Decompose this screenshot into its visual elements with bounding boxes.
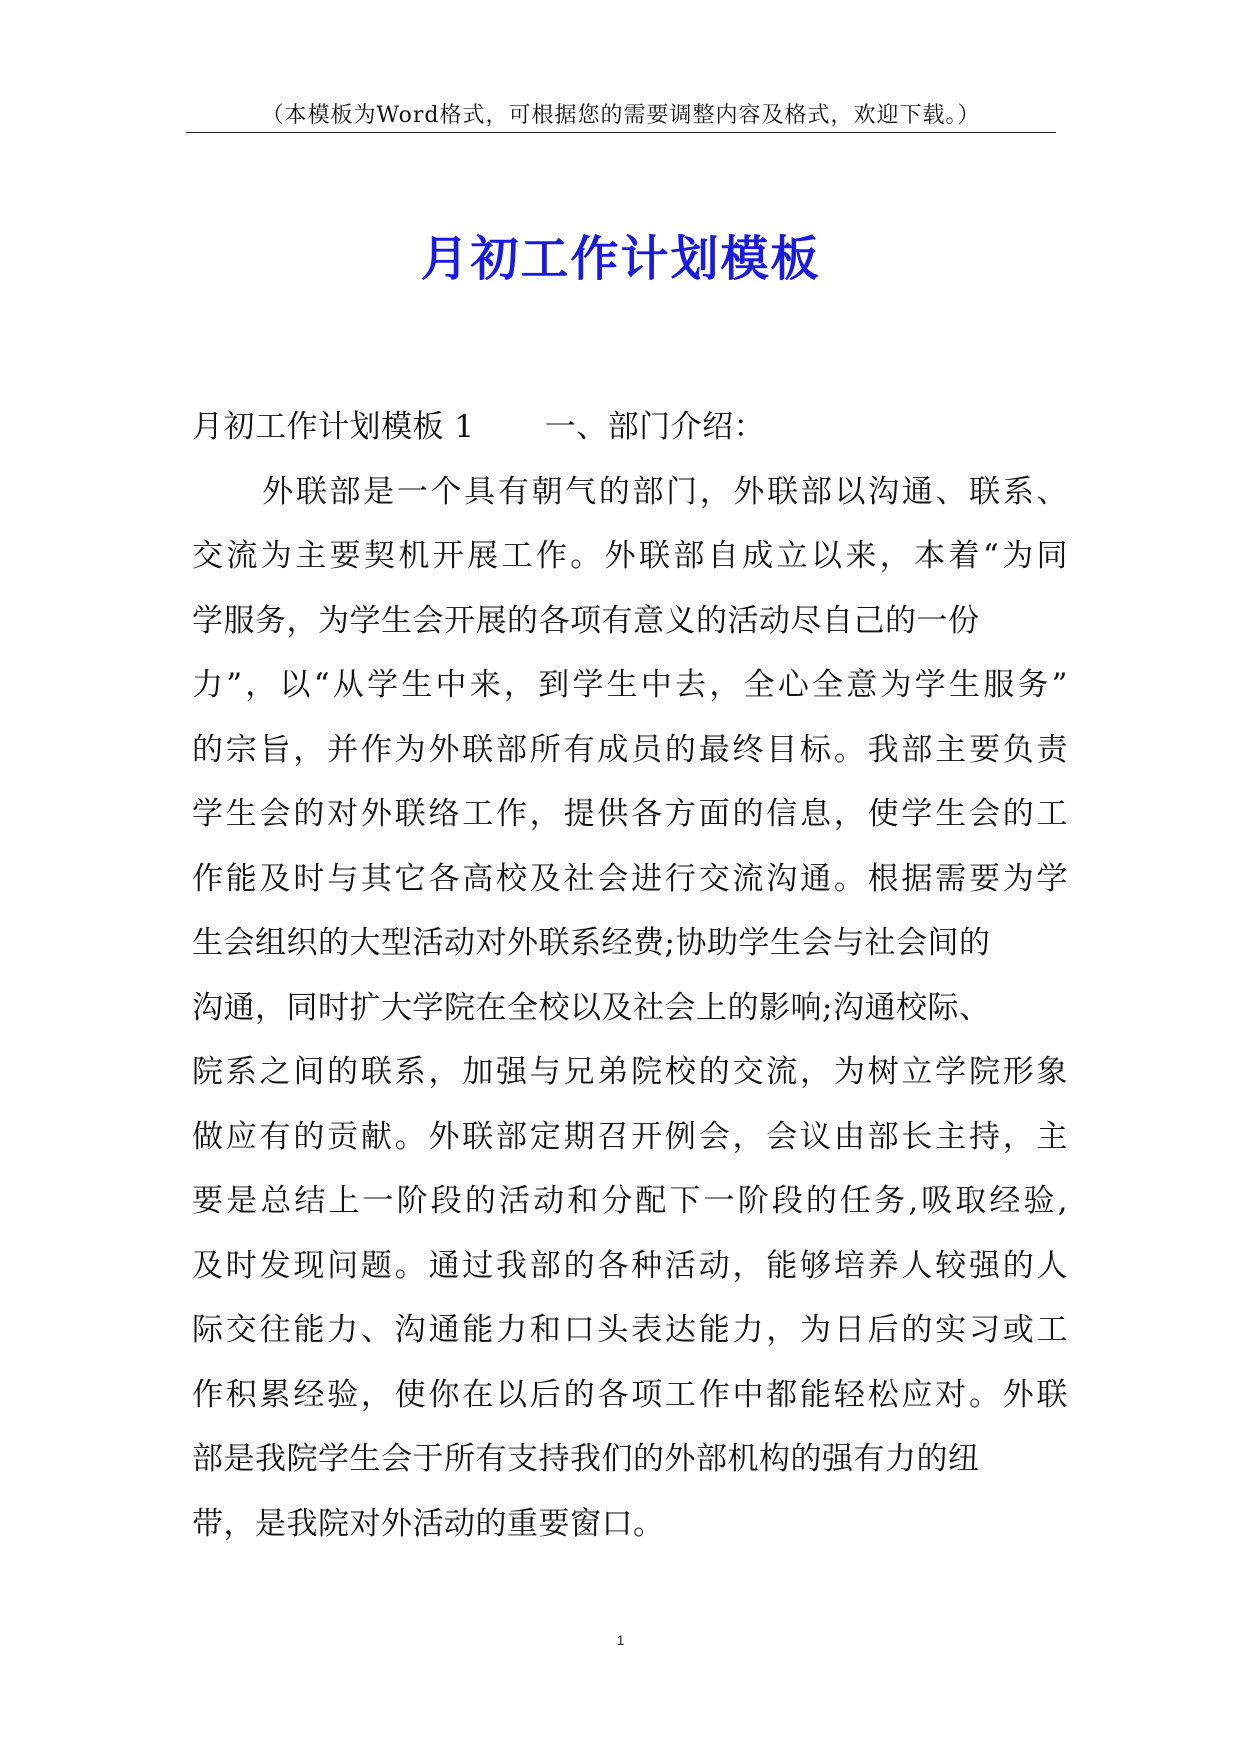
section-heading-line xyxy=(192,395,1068,460)
paragraph-line: 部是我院学生会于所有支持我们的外部机构的强有力的纽 xyxy=(192,1441,980,1477)
paragraph-line: 的宗旨，并作为外联部所有成员的最终目标。我部主要负责 xyxy=(192,731,1068,768)
header-divider xyxy=(186,132,1056,133)
paragraph-line: 沟通，同时扩大学院在全校以及社会上的影响;沟通校际、 xyxy=(192,989,991,1026)
paragraph-line: 际交往能力、沟通能力和口头表达能力，为日后的实习或工 xyxy=(192,1312,1068,1348)
paragraph-line: 及时发现问题。通过我部的各种活动，能够培养人较强的人 xyxy=(192,1247,1068,1284)
section-label: 月初工作计划模板 1 xyxy=(192,409,475,445)
page-number: 1 xyxy=(616,1632,625,1648)
paragraph-line: 学生会的对外联络工作，提供各方面的信息，使学生会的工 xyxy=(192,796,1068,832)
paragraph-line: 做应有的贡献。外联部定期召开例会，会议由部长主持，主 xyxy=(192,1118,1068,1155)
paragraph-line: 作能及时与其它各高校及社会进行交流沟通。根据需要为学 xyxy=(192,860,1068,897)
paragraph-line: 作积累经验，使你在以后的各项工作中都能轻松应对。外联 xyxy=(192,1376,1068,1413)
paragraph-line: 生会组织的大型活动对外联系经费;协助学生会与社会间的 xyxy=(192,925,991,961)
paragraph-line: 交流为主要契机开展工作。外联部自成立以来，本着“为同 xyxy=(192,538,1068,574)
paragraph-line: 外联部是一个具有朝气的部门，外联部以沟通、联系、 xyxy=(260,473,1068,510)
document-body xyxy=(192,395,1068,1556)
document-title: 月初工作计划模板 xyxy=(420,231,821,287)
paragraph-line: 学服务，为学生会开展的各项有意义的活动尽自己的一份 xyxy=(192,602,980,639)
paragraph-line: 力”，以“从学生中来，到学生中去，全心全意为学生服务” xyxy=(192,667,1068,703)
header-note: （本模板为Word格式，可根据您的需要调整内容及格式，欢迎下载。） xyxy=(261,103,981,128)
paragraph-line: 院系之间的联系，加强与兄弟院校的交流，为树立学院形象 xyxy=(192,1054,1068,1090)
paragraph-line: 要是总结上一阶段的活动和分配下一阶段的任务,吸取经验, xyxy=(192,1183,1068,1219)
section-heading: 一、部门介绍： xyxy=(544,409,766,445)
paragraph-line: 带，是我院对外活动的重要窗口。 xyxy=(192,1505,665,1542)
